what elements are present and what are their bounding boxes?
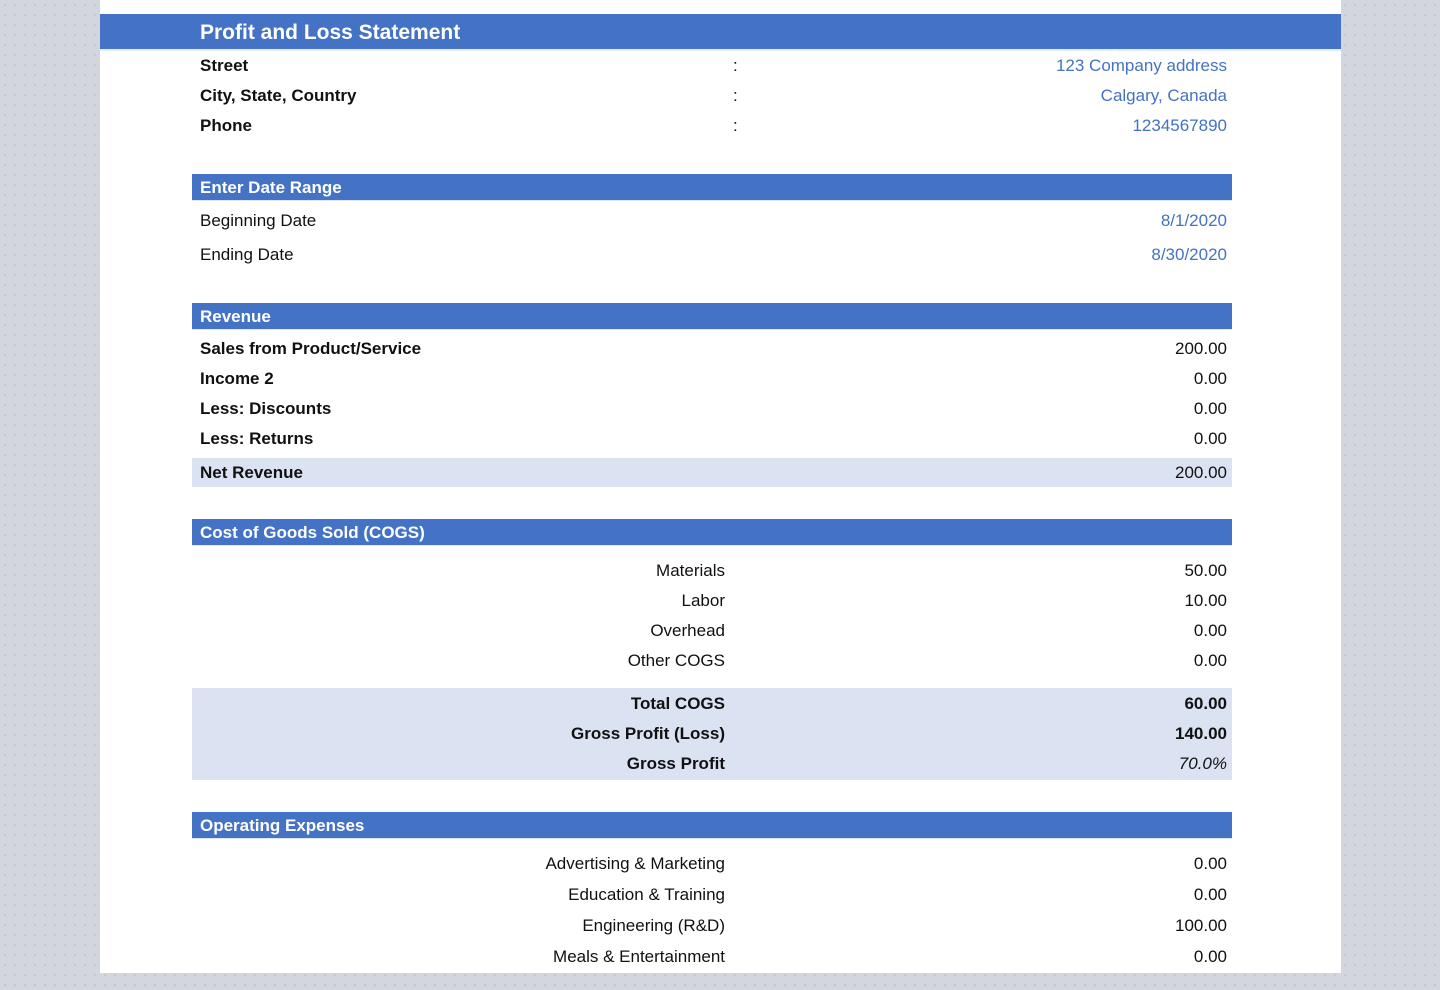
income2-label: Income 2 (200, 369, 274, 388)
overhead-value-cell[interactable]: 0.00 (1193, 621, 1227, 640)
cogs-header: Cost of Goods Sold (COGS) (192, 519, 1232, 546)
separator-colon: : (733, 116, 738, 135)
total-cogs-label: Total COGS (630, 694, 725, 713)
income2-value-cell[interactable]: 0.00 (1193, 369, 1227, 388)
separator-colon: : (733, 86, 738, 105)
other-cogs-value-cell[interactable]: 0.00 (1193, 651, 1227, 670)
revenue-header: Revenue (192, 303, 1232, 330)
separator-colon: : (733, 56, 738, 75)
phone-label: Phone (200, 116, 252, 135)
ending-date-label: Ending Date (200, 245, 294, 264)
beginning-date-cell[interactable]: 8/1/2020 (1160, 211, 1227, 230)
education-training-value-cell[interactable]: 0.00 (1193, 885, 1227, 904)
total-cogs-value: 60.00 (1184, 694, 1227, 713)
ending-date-cell[interactable]: 8/30/2020 (1151, 245, 1227, 264)
discounts-value-cell[interactable]: 0.00 (1193, 399, 1227, 418)
engineering-rd-value-cell[interactable]: 100.00 (1175, 916, 1227, 935)
overhead-label: Overhead (650, 621, 725, 640)
advertising-marketing-value-cell[interactable]: 0.00 (1193, 854, 1227, 873)
gross-profit-percent-label: Gross Profit (626, 754, 725, 773)
cogs-totals-band (192, 688, 1232, 780)
cogs-row (192, 616, 1232, 646)
date-range-header: Enter Date Range (192, 174, 1232, 201)
statement-page (100, 0, 1341, 973)
company-info-row (100, 81, 1341, 111)
company-info-row (100, 111, 1341, 141)
opex-row (192, 941, 1232, 972)
street-value-cell[interactable]: 123 Company address (1055, 56, 1227, 75)
cogs-row (192, 646, 1232, 676)
total-cogs-row (192, 689, 1232, 719)
cogs-row (192, 556, 1232, 586)
company-info-row (100, 51, 1341, 81)
gross-profit-loss-label: Gross Profit (Loss) (571, 724, 725, 743)
other-cogs-label: Other COGS (627, 651, 725, 670)
opex-row (192, 848, 1232, 879)
revenue-section (192, 303, 1232, 487)
gross-profit-loss-row (192, 719, 1232, 749)
materials-label: Materials (656, 561, 725, 580)
revenue-row (192, 394, 1232, 424)
advertising-marketing-label: Advertising & Marketing (545, 854, 725, 873)
labor-label: Labor (681, 591, 725, 610)
meals-entertainment-label: Meals & Entertainment (553, 947, 725, 966)
education-training-label: Education & Training (568, 885, 725, 904)
revenue-row (192, 424, 1232, 454)
opex-row (192, 879, 1232, 910)
city-state-country-value-cell[interactable]: Calgary, Canada (1100, 86, 1227, 105)
page-title: Profit and Loss Statement (100, 14, 1341, 51)
revenue-row (192, 334, 1232, 364)
net-revenue-row (192, 458, 1232, 487)
sales-value-cell[interactable]: 200.00 (1175, 339, 1227, 358)
gross-profit-loss-value: 140.00 (1175, 724, 1227, 743)
gross-profit-percent-row (192, 749, 1232, 779)
beginning-date-label: Beginning Date (200, 211, 317, 230)
operating-expenses-header: Operating Expenses (192, 812, 1232, 839)
city-state-country-label: City, State, Country (200, 86, 357, 105)
beginning-date-row (192, 204, 1232, 238)
cogs-row (192, 586, 1232, 616)
date-range-section (192, 174, 1232, 272)
street-label: Street (200, 56, 249, 75)
company-info-section (100, 51, 1341, 141)
sales-label: Sales from Product/Service (200, 339, 422, 358)
meals-entertainment-value-cell[interactable]: 0.00 (1193, 947, 1227, 966)
phone-value-cell[interactable]: 1234567890 (1132, 116, 1227, 135)
ending-date-row (192, 238, 1232, 272)
returns-value-cell[interactable]: 0.00 (1193, 429, 1227, 448)
revenue-row (192, 364, 1232, 394)
operating-expenses-section (192, 812, 1232, 972)
materials-value-cell[interactable]: 50.00 (1184, 561, 1227, 580)
engineering-rd-label: Engineering (R&D) (582, 916, 725, 935)
cogs-section (192, 519, 1232, 780)
gross-profit-percent-value: 70.0% (1178, 754, 1227, 773)
net-revenue-label: Net Revenue (200, 463, 303, 482)
returns-label: Less: Returns (200, 429, 314, 448)
discounts-label: Less: Discounts (200, 399, 332, 418)
opex-row (192, 910, 1232, 941)
labor-value-cell[interactable]: 10.00 (1184, 591, 1227, 610)
net-revenue-value: 200.00 (1175, 463, 1227, 482)
